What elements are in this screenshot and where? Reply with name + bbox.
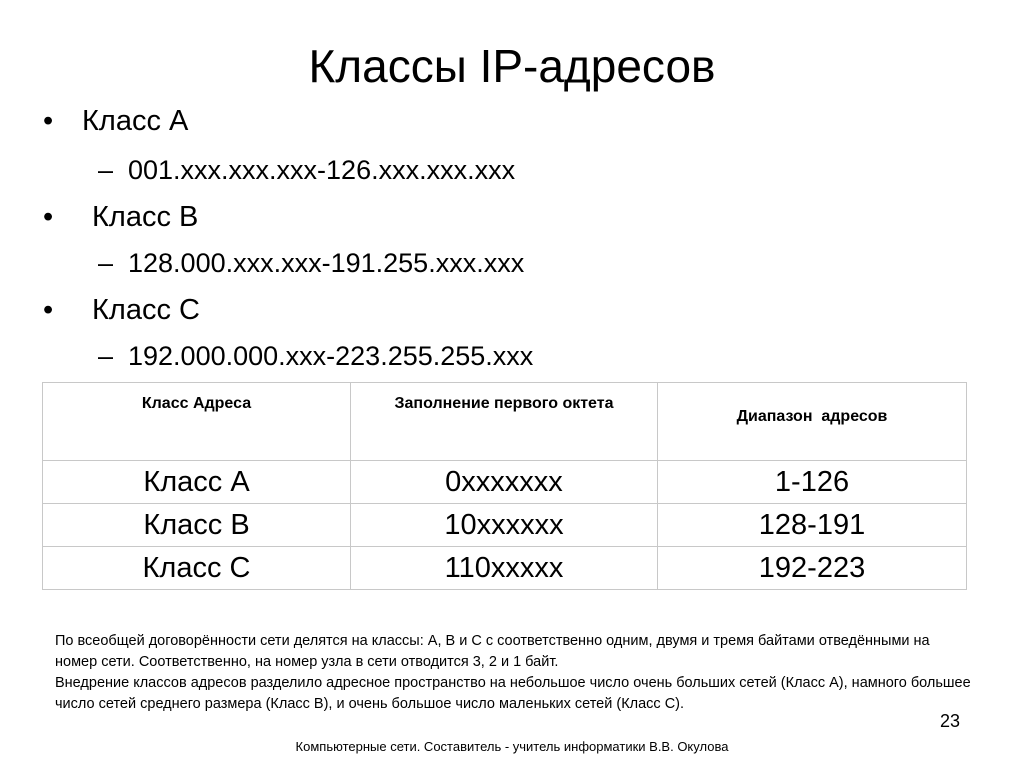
explanation-note — [55, 631, 975, 715]
sub-range-class-a — [98, 154, 698, 186]
dash-symbol: – — [98, 155, 114, 185]
table-row — [43, 461, 967, 504]
bullet-dot: • — [43, 105, 54, 137]
bullet-label: Класс В — [92, 201, 199, 233]
bullet-label: Класс С — [92, 294, 200, 326]
cell-class: Класс В — [43, 504, 351, 547]
cell-class: Класс А — [43, 461, 351, 504]
cell-first-octet: 110xxxxx — [351, 547, 658, 590]
header-text: Заполнение первого октета — [394, 395, 614, 412]
header-text: Диапазон адресов — [736, 408, 888, 425]
bullet-dot: • — [43, 201, 54, 233]
range-text: 001.xxx.xxx.xxx-126.xxx.xxx.xxx — [128, 155, 516, 185]
sub-range-class-b — [98, 247, 698, 279]
slide-title: Классы IP-адресов — [308, 40, 716, 92]
cell-range: 128-191 — [658, 504, 967, 547]
table-row — [43, 504, 967, 547]
cell-range: 1-126 — [658, 461, 967, 504]
header-cell-range — [658, 383, 967, 461]
page-number: 23 — [940, 711, 961, 731]
cell-first-octet: 10xxxxxx — [351, 504, 658, 547]
table-header-row — [43, 383, 967, 461]
dash-symbol: – — [98, 248, 114, 278]
bullet-label: Класс А — [82, 105, 189, 137]
note-paragraph: По всеобщей договорённости сети делятся на классы: A, B и C с соответственно одним, двумя и тремя байтами отведёнными на номер сети. Соответственно, на номер узла в сети отводится 3, 2 и 1 байт. — [55, 633, 930, 670]
sub-range-class-c — [98, 340, 698, 372]
table-row — [43, 547, 967, 590]
range-text: 192.000.000.xxx-223.255.255.xxx — [128, 341, 534, 371]
cell-range: 192-223 — [658, 547, 967, 590]
note-paragraph: Внедрение классов адресов разделило адресное пространство на небольшое число очень больших сетей (Класс A), намного большее число сетей среднего размера (Класс B), и очень большое число маленьких сетей (Класс C). — [55, 675, 971, 712]
bullet-dot: • — [43, 294, 54, 326]
ip-class-table — [42, 382, 967, 590]
header-cell-first-octet — [351, 383, 658, 461]
cell-first-octet: 0xxxxxxx — [351, 461, 658, 504]
dash-symbol: – — [98, 341, 114, 371]
cell-class: Класс С — [43, 547, 351, 590]
range-text: 128.000.xxx.xxx-191.255.xxx.xxx — [128, 248, 525, 278]
header-text: Класс Адреса — [141, 395, 252, 412]
header-cell-class — [43, 383, 351, 461]
footer-credit: Компьютерные сети. Составитель - учитель информатики В.В. Окулова — [295, 739, 729, 754]
